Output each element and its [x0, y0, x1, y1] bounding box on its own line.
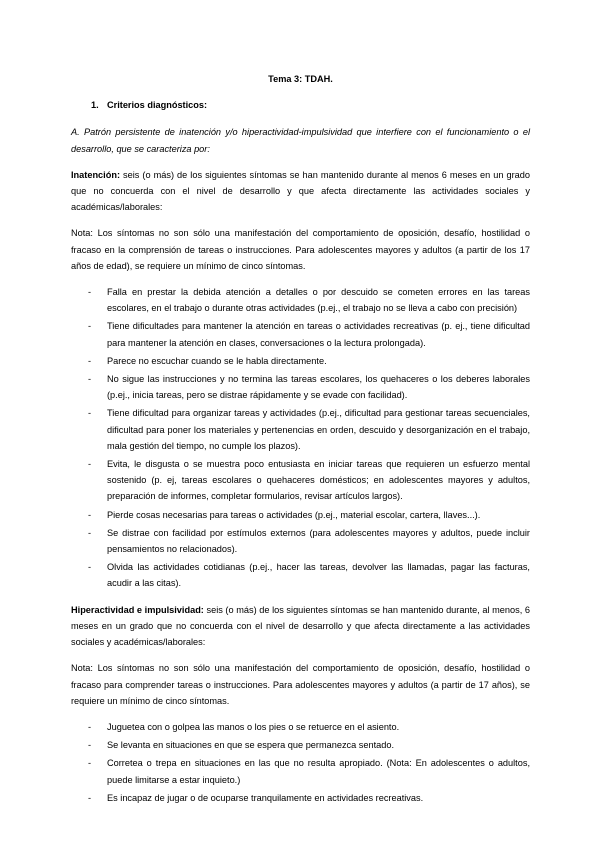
list-item: - No sigue las instrucciones y no termina las tareas escolares, los quehaceres o los deberes laborales (p.ej., inicia tareas, pero se distrae rápidamente y se evade con facilidad).	[71, 371, 530, 403]
section-heading	[91, 97, 530, 113]
list-item: - Juguetea con o golpea las manos o los pies o se retuerce en el asiento.	[71, 719, 530, 735]
hiperactividad-text: seis (o más) de los siguientes síntomas se han mantenido durante, al menos, 6 meses en un grado que no concuerda con el nivel de desarrollo y que afecta directamente a las actividades sociales y académicas/laborales:	[71, 604, 531, 648]
inatencion-paragraph	[71, 167, 530, 216]
hiperactividad-note	[71, 660, 530, 709]
inatencion-text: seis (o más) de los siguientes síntomas se han mantenido durante al menos 6 meses en un grado que no concuerda con el nivel de desarrollo y que afecta directamente las actividades sociales y académicas/laborales:	[71, 169, 530, 213]
hiperactividad-label: Hiperactividad e impulsividad:	[71, 604, 204, 615]
inatencion-note-text: Los síntomas no son sólo una manifestación del comportamiento de oposición, desafío, hostilidad o fracaso en la comprensión de tareas o instrucciones. Para adolescentes mayores y adultos (a partir de los 17 años de edad), se requiere un mínimo de cinco síntomas.	[71, 228, 530, 271]
list-item: - Parece no escuchar cuando se le habla directamente.	[71, 353, 530, 369]
section-label: Criterios diagnósticos:	[107, 100, 208, 111]
inatencion-list	[71, 284, 530, 592]
hiperactividad-note-label: Nota:	[71, 663, 93, 674]
inatencion-note-label: Nota:	[71, 228, 93, 239]
section-number: 1.	[91, 100, 99, 111]
list-item: - Tiene dificultades para mantener la atención en tareas o actividades recreativas (p. ej., tiene dificultad para mantener la atención en clases, conversaciones o la lectura prolongada).	[71, 318, 530, 350]
hiperactividad-paragraph	[71, 602, 530, 651]
inatencion-note	[71, 225, 530, 274]
list-item: - Es incapaz de jugar o de ocuparse tranquilamente en actividades recreativas.	[71, 790, 530, 806]
hiperactividad-list	[71, 719, 530, 806]
document-title: Tema 3: TDAH.	[268, 74, 333, 84]
list-item: - Corretea o trepa en situaciones en las que no resulta apropiado. (Nota: En adolescentes o adultos, puede limitarse a estar inquieto.)	[71, 755, 530, 787]
criterion-a: A. Patrón persistente de inatención y/o hiperactividad-impulsividad que interfiere con el funcionamiento o el desarrollo, que se caracteriza por:	[71, 127, 530, 154]
hiperactividad-note-text: Los síntomas no son sólo una manifestación del comportamiento de oposición, desafío, hostilidad o fracaso para comprender tareas o instrucciones. Para adolescentes mayores y adultos (a partir de 17 años), se requiere un mínimo de cinco síntomas.	[71, 663, 530, 706]
inatencion-label: Inatención:	[71, 169, 121, 180]
list-item: - Olvida las actividades cotidianas (p.ej., hacer las tareas, devolver las llamadas, pagar las facturas, acudir a las citas).	[71, 559, 530, 591]
list-item: - Se distrae con facilidad por estímulos externos (para adolescentes mayores y adultos, puede incluir pensamientos no relacionados).	[71, 525, 530, 557]
list-item: - Pierde cosas necesarias para tareas o actividades (p.ej., material escolar, cartera, llaves...).	[71, 507, 530, 523]
list-item: - Falla en prestar la debida atención a detalles o por descuido se cometen errores en las tareas escolares, en el trabajo o durante otras actividades (p.ej., el trabajo no se lleva a cabo con precisión)	[71, 284, 530, 316]
list-item: - Evita, le disgusta o se muestra poco entusiasta en iniciar tareas que requieren un esfuerzo mental sostenido (p. ej, tareas escolares o quehaceres domésticos; en adolescentes mayores y adultos, preparación de informes, completar formularios, revisar artículos largos).	[71, 456, 530, 505]
list-item: - Tiene dificultad para organizar tareas y actividades (p.ej., dificultad para gestionar tareas secuenciales, dificultad para poner los materiales y pertenencias en orden, descuido y desorganización en el trabajo, mala gestión del tiempo, no cumple los plazos).	[71, 405, 530, 454]
list-item: - Se levanta en situaciones en que se espera que permanezca sentado.	[71, 737, 530, 753]
